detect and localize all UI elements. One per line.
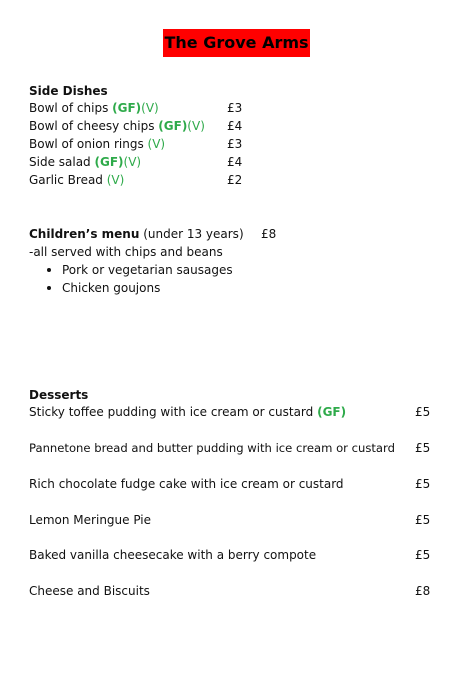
side-dish-row — [29, 154, 141, 170]
side-dish-name: Bowl of onion rings — [29, 137, 148, 151]
dessert-row — [29, 547, 316, 563]
dessert-price: £5 — [415, 548, 431, 562]
side-dish-row — [29, 172, 124, 188]
dessert-price: £5 — [415, 441, 431, 455]
childrens-menu-note: -all served with chips and beans — [29, 245, 223, 259]
v-tag: (V) — [147, 137, 166, 151]
side-dish-name: Side salad — [29, 155, 95, 169]
v-tag: (V) — [141, 101, 159, 115]
option-label: Chicken goujons — [62, 281, 161, 295]
dessert-row — [29, 512, 151, 528]
bullet-icon — [47, 268, 51, 272]
side-dish-name: Garlic Bread — [29, 173, 107, 187]
dessert-name: Lemon Meringue Pie — [29, 513, 152, 527]
side-dish-name: Bowl of chips — [29, 101, 113, 115]
dessert-name: Cheese and Biscuits — [29, 584, 150, 598]
childrens-menu-heading: Children’s menu — [29, 227, 140, 241]
dessert-name: Rich chocolate fudge cake with ice cream or custard — [29, 477, 344, 491]
list-item — [44, 262, 233, 280]
dessert-row — [29, 404, 346, 420]
v-tag: (V) — [187, 119, 205, 133]
dessert-name: Pannetone bread and butter pudding with ice cream or custard — [29, 441, 395, 455]
side-dish-row — [29, 118, 205, 134]
gf-tag: (GF) — [158, 119, 188, 133]
childrens-menu-options — [44, 262, 233, 298]
side-dish-name: Bowl of cheesy chips — [29, 119, 159, 133]
side-dish-row — [29, 100, 159, 116]
dessert-row — [29, 440, 395, 456]
dessert-price: £5 — [415, 405, 431, 419]
desserts-heading: Desserts — [29, 388, 89, 402]
side-dish-row — [29, 136, 165, 152]
bullet-icon — [47, 286, 51, 290]
dessert-name: Baked vanilla cheesecake with a berry compote — [29, 548, 317, 562]
dessert-price: £5 — [415, 477, 431, 491]
v-tag: (V) — [106, 173, 125, 187]
dessert-name: Sticky toffee pudding with ice cream or custard — [29, 405, 318, 419]
option-label: Pork or vegetarian sausages — [62, 263, 233, 277]
side-dish-price: £4 — [227, 119, 243, 133]
side-dish-price: £4 — [227, 155, 243, 169]
dessert-row — [29, 583, 150, 599]
v-tag: (V) — [123, 155, 142, 169]
side-dish-price: £2 — [227, 173, 243, 187]
dessert-price: £8 — [415, 584, 431, 598]
page-title: The Grove Arms — [163, 29, 310, 57]
childrens-menu-heading-row — [29, 226, 244, 242]
side-dishes-heading: Side Dishes — [29, 84, 108, 98]
dessert-price: £5 — [415, 513, 431, 527]
list-item — [44, 280, 233, 298]
gf-tag: (GF) — [94, 155, 124, 169]
side-dish-price: £3 — [227, 137, 243, 151]
side-dish-price: £3 — [227, 101, 243, 115]
dessert-row — [29, 476, 344, 492]
childrens-menu-price: £8 — [261, 227, 277, 241]
gf-tag: (GF) — [317, 405, 347, 419]
childrens-menu-subheading: (under 13 years) — [139, 227, 244, 241]
gf-tag: (GF) — [112, 101, 142, 115]
